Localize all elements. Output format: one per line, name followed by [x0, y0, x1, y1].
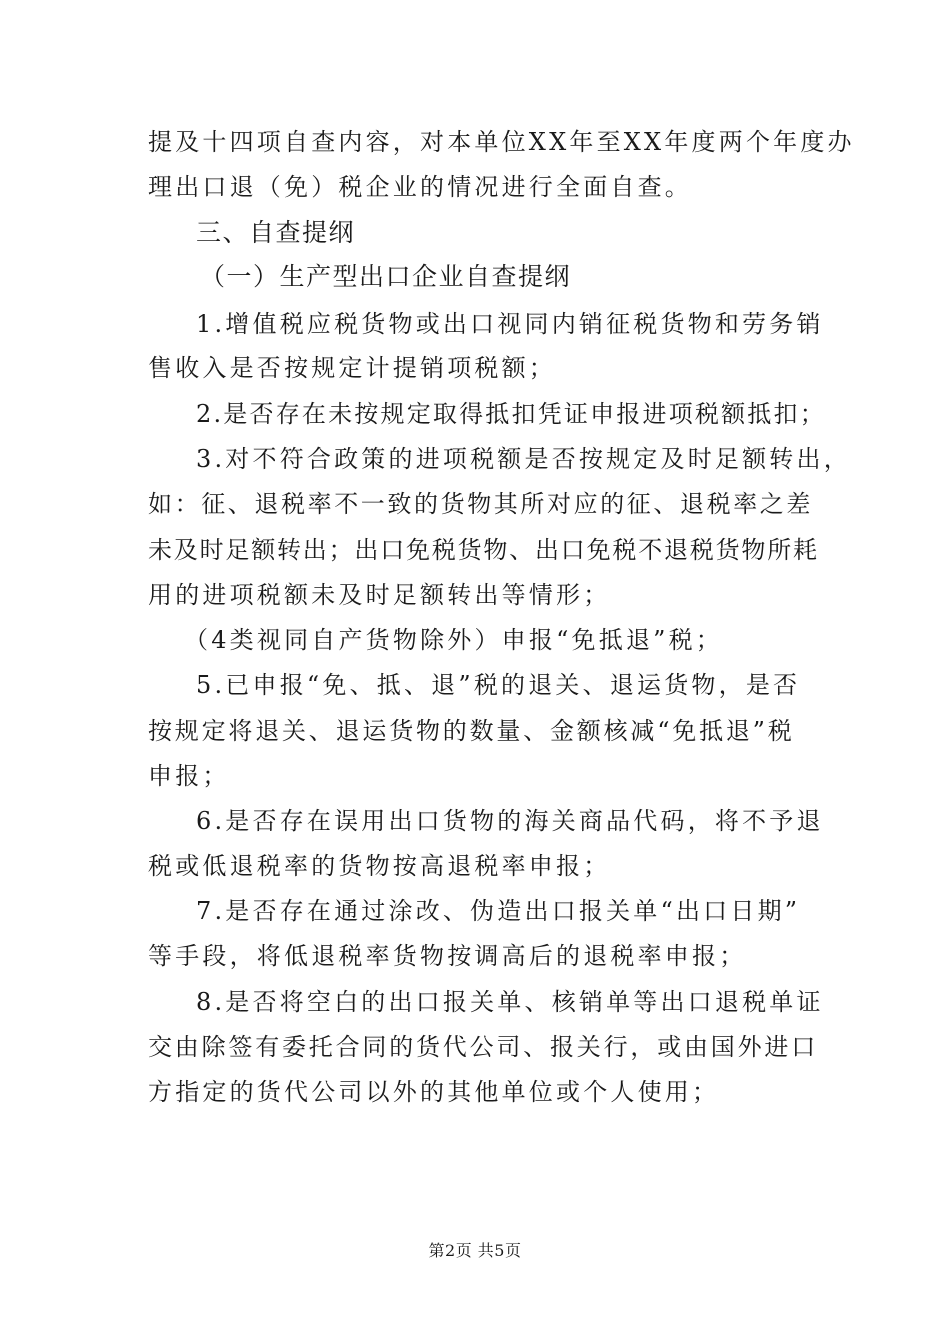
item-7-line-1: 7.是否存在通过涂改、伪造出口报关单“出口日期”: [196, 897, 801, 925]
item-3-line-1: 3.对不符合政策的进项税额是否按规定及时足额转出，: [196, 445, 851, 473]
item-5-line-1: 5.已申报“免、抵、退”税的退关、退运货物，是否: [196, 671, 801, 699]
section-heading: 三、自查提纲: [196, 218, 356, 247]
item-8-line-3: 方指定的货代公司以外的其他单位或个人使用；: [148, 1078, 720, 1106]
item-6-line-2: 税或低退税率的货物按高退税率申报；: [148, 852, 611, 880]
paragraph-line-1: 提及十四项自查内容，对本单位XX年至XX年度两个年度办: [148, 128, 855, 156]
item-3-line-2: 如：征、退税率不一致的货物其所对应的征、退税率之差: [148, 490, 813, 518]
item-4-line-1: （4类视同自产货物除外）申报“免抵退”税；: [184, 626, 724, 654]
item-1-line-2: 售收入是否按规定计提销项税额；: [148, 354, 556, 382]
item-7-line-2: 等手段，将低退税率货物按调高后的退税率申报；: [148, 942, 747, 970]
item-2-line-1: 2.是否存在未按规定取得抵扣凭证申报进项税额抵扣；: [196, 400, 826, 428]
page-footer: 第2页 共5页: [428, 1241, 522, 1260]
item-5-line-3: 申报；: [148, 762, 230, 790]
item-8-line-2: 交由除签有委托合同的货代公司、报关行，或由国外进口: [148, 1033, 818, 1061]
paragraph-line-2: 理出口退（免）税企业的情况进行全面自查。: [148, 173, 692, 201]
subsection-heading: （一）生产型出口企业自查提纲: [200, 262, 572, 291]
item-3-line-4: 用的进项税额未及时足额转出等情形；: [148, 581, 611, 609]
item-8-line-1: 8.是否将空白的出口报关单、核销单等出口退税单证: [196, 988, 824, 1016]
item-3-line-3: 未及时足额转出；出口免税货物、出口免税不退税货物所耗: [148, 536, 819, 564]
item-1-line-1: 1.增值税应税货物或出口视同内销征税货物和劳务销: [196, 310, 824, 338]
item-6-line-1: 6.是否存在误用出口货物的海关商品代码，将不予退: [196, 807, 824, 835]
item-5-line-2: 按规定将退关、退运货物的数量、金额核减“免抵退”税: [148, 717, 795, 745]
